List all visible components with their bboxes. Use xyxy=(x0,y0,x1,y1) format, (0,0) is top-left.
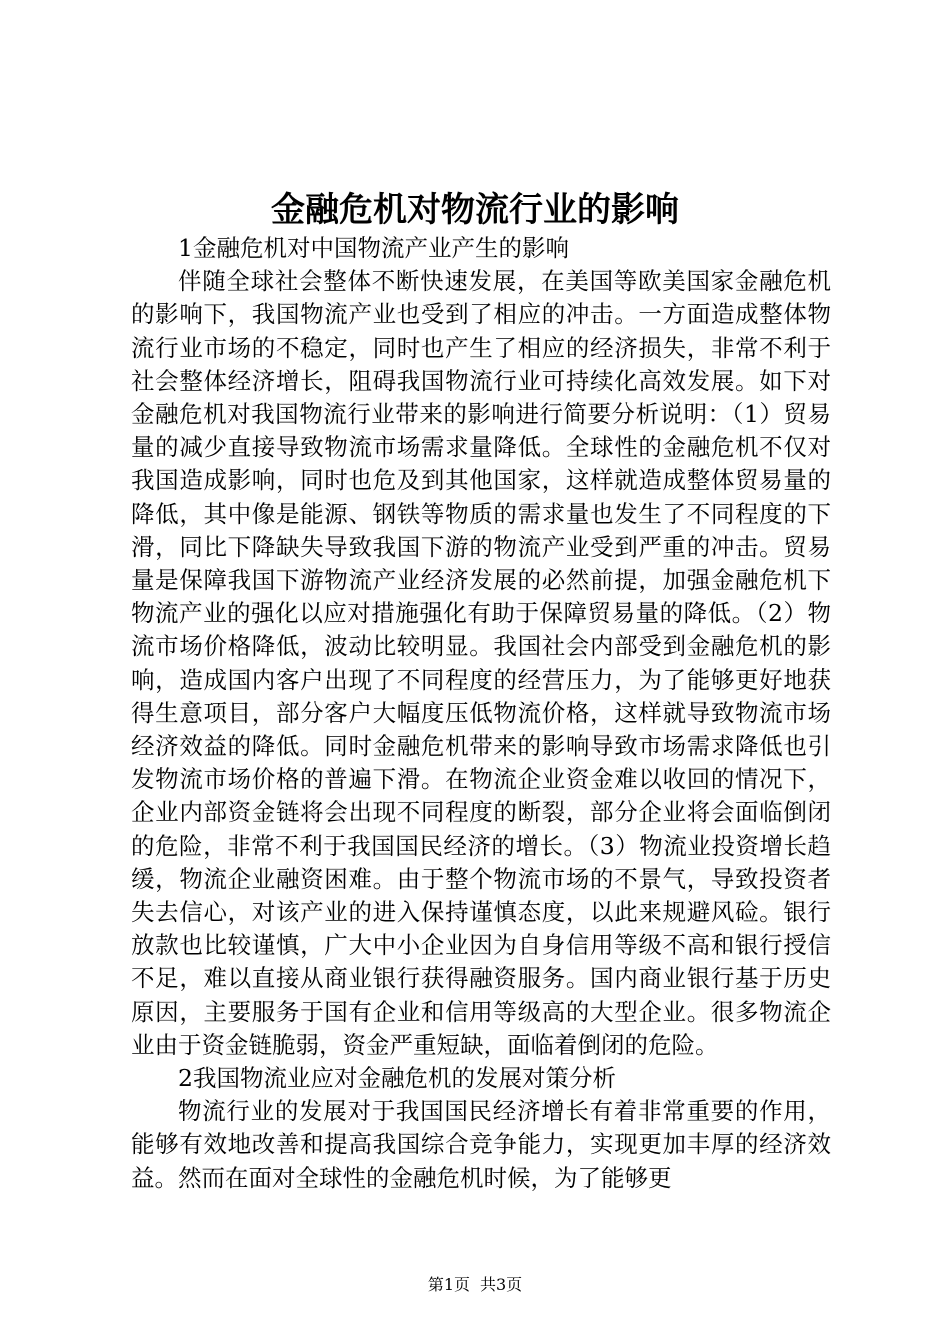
section-paragraph-2: 物流行业的发展对于我国国民经济增长有着非常重要的作用，能够有效地改善和提高我国综合竞争能力，实现更加丰厚的经济效益。然而在面对全球性的金融危机时候，为了能够更 xyxy=(131,1097,831,1192)
page-footer xyxy=(0,1274,950,1296)
document-title: 金融危机对物流行业的影响 xyxy=(271,190,679,230)
page-total: 共3页 xyxy=(480,1275,523,1294)
section-heading-2: 2我国物流业应对金融危机的发展对策分析 xyxy=(178,1064,616,1093)
section-heading-1: 1金融危机对中国物流产业产生的影响 xyxy=(178,234,569,262)
document-body xyxy=(131,232,831,1195)
section-paragraph-1: 伴随全球社会整体不断快速发展，在美国等欧美国家金融危机的影响下，我国物流产业也受到了相应的冲击。一方面造成整体物流行业市场的不稳定，同时也产生了相应的经济损失，非常不利于社会整体经济增长，阻碍我国物流行业可持续化高效发展。如下对金融危机对我国物流行业带来的影响进行简要分析说明：（1）贸易量的减少直接导致物流市场需求量降低。全球性的金融危机不仅对我国造成影响，同时也危及到其他国家，这样就造成整体贸易量的降低，其中像是能源、钢铁等物质的需求量也发生了不同程度的下滑，同比下降缺失导致我国下游的物流产业受到严重的冲击。贸易量是保障我国下游物流产业经济发展的必然前提，加强金融危机下物流产业的强化以应对措施强化有助于保障贸易量的降低。（2）物流市场价格降低，波动比较明显。我国社会内部受到金融危机的影响，造成国内客户出现了不同程度的经营压力，为了能够更好地获得生意项目，部分客户大幅度压低物流价格，这样就导致物流市场经济效益的降低。同时金融危机带来的影响导致市场需求降低也引发物流市场价格的普遍下滑。在物流企业资金难以收回的情况下，企业内部资金链将会出现不同程度的断裂，部分企业将会面临倒闭的危险，非常不利于我国国民经济的增长。（3）物流业投资增长趋缓，物流企业融资困难。由于整个物流市场的不景气，导致投资者失去信心，对该产业的进入保持谨慎态度，以此来规避风硷。银行放款也比较谨慎，广大中小企业因为自身信用等级不高和银行授信不足，难以直接从商业银行获得融资服务。国内商业银行基于历史原因，主要服务于国有企业和信用等级高的大型企业。很多物流企业由于资金链脆弱，资金严重短缺，面临着倒闭的危险。 xyxy=(131,267,831,1059)
page-number: 第1页 xyxy=(427,1275,470,1294)
